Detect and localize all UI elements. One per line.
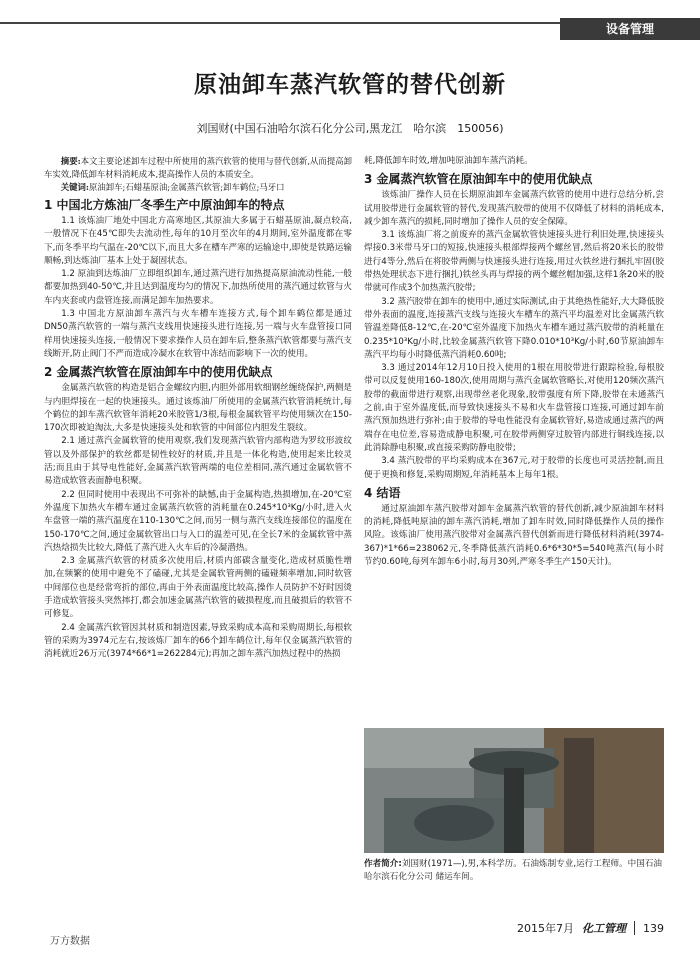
section-heading-1: 1 中国北方炼油厂冬季生产中原油卸车的特点 xyxy=(44,198,285,212)
paragraph: 1.2 原油到达炼油厂立即组织卸车,通过蒸汽进行加热提高原油流动性能,一般都要加热到40-50℃,并且达到温度均匀的情况下,加热所使用的蒸汽通过软管与火车内夹套或内盘管连接,而满足卸车加热要求。 xyxy=(44,269,352,306)
left-column xyxy=(44,155,352,893)
paragraph: 3.2 蒸汽胶带在卸车的使用中,通过实际测试,由于其绝热性能好,大大降低胶带外表面的温度,连接蒸汽支线与连接火车槽车的蒸汽平均温差对比金属蒸汽软管温差降低8-12℃,在-20℃室外温度下加热火车槽车通过蒸汽胶带的消耗量在0.235*10³Kg/小时,比较金属蒸汽软管下降0.010*10³Kg/小时,60节原油卸车蒸汽平均每小时降低蒸汽消耗0.60吨; xyxy=(364,296,664,360)
bio-text: 刘国财(1971—),男,本科学历。石油炼制专业,运行工程师。中国石油哈尔滨石化分公司 储运车间。 xyxy=(364,859,663,882)
paragraph-continued: 耗,降低卸车时效,增加吨原油卸车蒸汽消耗。 xyxy=(364,156,533,166)
paragraph: 通过原油卸车蒸汽胶带对卸车金属蒸汽软管的替代创新,减少原油卸车材料的消耗,降低吨原油的卸车蒸汽消耗,增加了卸车时效,同时降低操作人员的操作风险。该炼油厂使用蒸汽胶带对金属蒸汽替代创新而进行降低材料消耗(3974-367)*1*66=238062元,冬季降低蒸汽消耗0.6*6*30*5=540吨蒸汽(每小时节约0.60吨,每列车卸车6小时,每月30列,严寒冬季生产150天计)。 xyxy=(364,503,664,568)
right-column xyxy=(364,155,664,722)
paragraph: 1.3 中国北方原油卸车蒸汽与火车槽车连接方式,每个卸车鹤位都是通过DN50蒸汽软管的一端与蒸汽支线用快速接头进行连接,另一端与火车盘管接口同样用快速接头连接,一般情况下要求操作人员在卸车后,整条蒸汽软管都要与蒸汽支线断开,防止阀门不严而造成冷凝水在软管中冻结而影响下一次的使用。 xyxy=(44,309,352,359)
paragraph: 2.1 通过蒸汽金属软管的使用观察,我们发现蒸汽软管内部构造为罗纹形波纹管以及外部保护的软丝都是韧性较好的材质,并且是一体化构造,使用起来比较灵活;而且由于其导电性能好,金属蒸汽软管两端的电位差相同,蒸汽通过金属软管不易造成软管表面静电积聚。 xyxy=(44,436,352,487)
photo-illustration xyxy=(364,728,664,853)
page-number: 139 xyxy=(643,921,664,935)
abstract-text: 本文主要论述卸车过程中所使用的蒸汽软管的使用与替代创新,从而提高卸车实效,降低卸车材料消耗成本,提高操作人员的本质安全。 xyxy=(44,156,352,179)
issue-date: 2015年7月 xyxy=(517,922,574,935)
keywords-text: 原油卸车;石蜡基原油;金属蒸汽软管;卸车鹤位;马牙口 xyxy=(89,182,285,192)
paragraph: 金属蒸汽软管的构造是铝合金螺纹内胆,内胆外部用软细钢丝缠绕保护,两侧是与内胆焊接在一起的快速接头。通过该炼油厂所使用的金属蒸汽软管消耗统计,每个鹤位的卸车蒸汽软管年消耗20米胶管1/3根,每根金属软管平均使用频次在150-170次即被迫淘汰,大多是快速接头处和软管的中间部位内胆发生裂纹。 xyxy=(44,383,352,434)
paragraph: 1.1 该炼油厂地处中国北方高寒地区,其原油大多属于石蜡基原油,凝点较高,一般情况下在45℃即失去流动性,每年的10月至次年的4月期间,室外温度都在零下,而冬季平均气温在-20℃以下,而且大多在槽车严寒的运输途中,即使是铁路运输顺畅,到达炼油厂基本上处于凝固状态。 xyxy=(44,216,352,266)
paragraph: 2.2 但同时使用中表现出不可弥补的缺憾,由于金属构造,热损增加,在-20℃室外温度下加热火车槽车通过金属蒸汽软管的消耗量在0.245*10³Kg/小时,进入火车盘管一端的蒸汽温度在110-130℃之间,而另一侧与蒸汽支线连接部位的温度在150-170℃之间,通过金属软管出口与入口的温差可见,在全长7米的金属软管中蒸汽热焓损失比较大,降低了蒸汽进入火车后的冷凝潜热。 xyxy=(44,489,352,553)
footer-divider xyxy=(634,921,635,935)
page-footer xyxy=(517,920,664,936)
abstract-label: 摘要: xyxy=(60,156,81,166)
paragraph: 3.3 通过2014年12月10日投入使用的1根在用胶带进行跟踪检验,每根胶带可以反复使用160-180次,使用周期与蒸汽金属软管略长,对使用120频次蒸汽胶带的截面带进行观察,出现带丝老化现象,胶带强度有所下降,胶带在未通蒸汽之前,由于室外温度低,而导致快速接头不易和火车盘管接口连接,可通过卸车前蒸汽预加热进行弥补;由于胶带的导电性能没有金属软管好,易造成通过蒸汽的两端存在电位差,容易造成静电积聚,可在胶带两侧穿过胶管内部进行铜线连接,以此消除静电积聚,或直接采购防静电胶带; xyxy=(364,363,664,453)
source-watermark: 万方数据 xyxy=(50,936,90,947)
bio-label: 作者简介: xyxy=(364,859,402,869)
author-byline: 刘国财(中国石油哈尔滨石化分公司,黑龙江 哈尔滨 150056) xyxy=(196,122,504,135)
paragraph: 3.1 该炼油厂将之前废弃的蒸汽金属软管快速接头进行利旧处理,快速接头焊接0.3米带马牙口的短接,快速接头根部焊接两个螺丝冒,然后将20米长的胶带进行4等分,然后在将胶带两侧与快速接头进行连接,用过火铁丝进行捆扎牢固(胶带热处理状态下进行捆扎)铁丝头再与焊接的两个螺丝帽加强,这样1条20米的胶带就可作成3个加热蒸汽胶带; xyxy=(364,230,664,294)
paragraph: 该炼油厂操作人员在长期原油卸车金属蒸汽软管的使用中进行总结分析,尝试用胶带进行金属软管的替代,发现蒸汽胶带的使用不仅降低了材料的消耗成本,减少卸车蒸汽的损耗,同时增加了操作人员的安全保障。 xyxy=(364,190,664,227)
journal-name: 化工管理 xyxy=(582,922,626,935)
author-bio xyxy=(364,858,664,884)
paragraph: 2.4 金属蒸汽软管因其材质和制造因素,导致采购成本高和采购周期长,每根软管的采购为3974元左右,按该炼厂卸车的66个卸车鹤位计,每年仅金属蒸汽软管的消耗就近26万元(3974*66*1=262284元);再加之卸车蒸汽加热过程中的热损 xyxy=(44,622,352,660)
abstract-block xyxy=(44,155,352,194)
section-tag: 设备管理 xyxy=(560,18,700,40)
paragraph: 2.3 金属蒸汽软管的材质多次使用后,材质内部碳含量变化,造成材质脆性增加,在频繁的使用中避免不了磕碰,尤其是金属软管两侧的磕碰频率增加,同时软管中间部位也是经常弯折的部位,再由于外表面温度比较高,操作人员防护不好时因烫手造成软管接头突然摔打,都会加速金属蒸汽软管的破损程度,而且破损后的软管不可修复。 xyxy=(44,556,352,620)
section-heading-2: 2 金属蒸汽软管在原油卸车中的使用优缺点 xyxy=(44,365,273,380)
keywords-label: 关键词: xyxy=(60,182,90,192)
paragraph: 3.4 蒸汽胶带的平均采购成本在367元,对于胶带的长度也可灵活控制,而且便于更换和修复,采购周期短,年消耗基本上每年1根。 xyxy=(364,456,664,480)
section-heading-3: 3 金属蒸汽软管在原油卸车中的使用优缺点 xyxy=(364,172,593,187)
section-heading-4: 4 结语 xyxy=(364,485,401,500)
article-title: 原油卸车蒸汽软管的替代创新 xyxy=(194,72,506,98)
author-photo xyxy=(364,728,664,853)
